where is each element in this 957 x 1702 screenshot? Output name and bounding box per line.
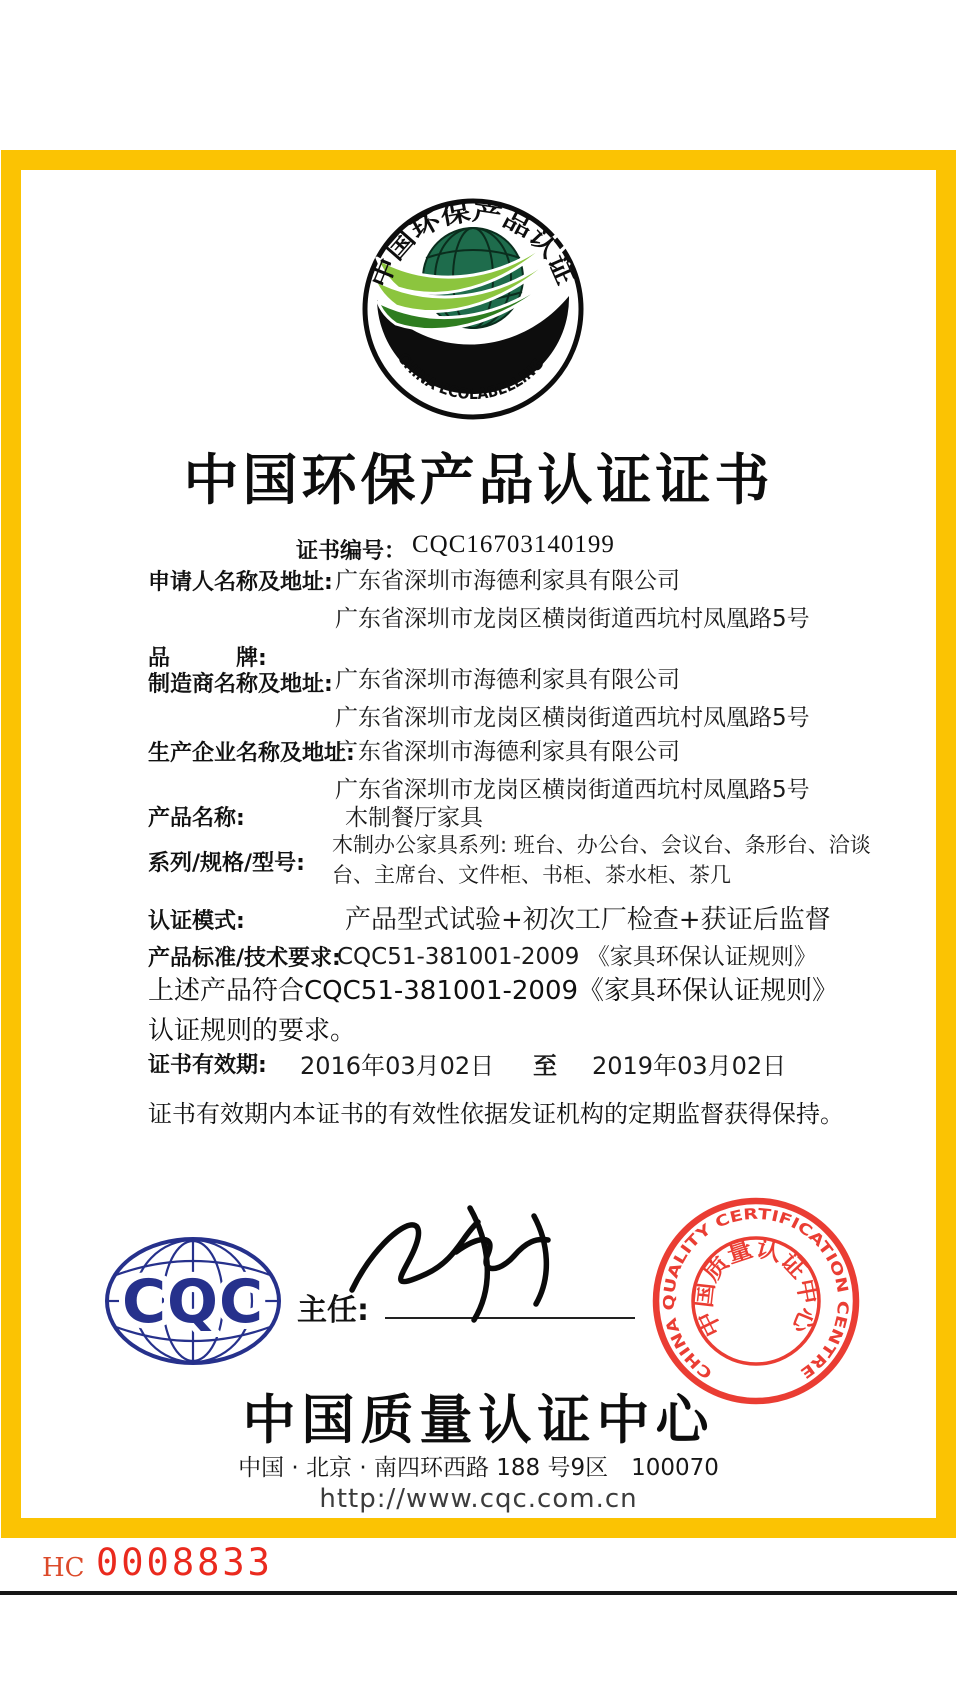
stamp-outer-arc-text: CHINA QUALITY CERTIFICATION CENTRE [659, 1204, 853, 1383]
producer-address: 广东省深圳市龙岗区横岗街道西坑村凤凰路5号 [335, 777, 810, 803]
applicant-address: 广东省深圳市龙岗区横岗街道西坑村凤凰路5号 [335, 606, 810, 632]
cert-number-value: CQC16703140199 [412, 531, 615, 558]
product-name-value: 木制餐厅家具 [345, 805, 483, 831]
applicant-label: 申请人名称及地址: [148, 570, 333, 595]
validity-from-date: 2016年03月02日 [300, 1052, 495, 1080]
stamp-inner-arc-text: 中国质量认证中心 [690, 1235, 821, 1341]
cqc-red-stamp-icon [650, 1195, 862, 1407]
eco-logo-arc-top-text: 中国环保产品认证 [367, 199, 576, 292]
standard-label: 产品标准/技术要求: [148, 946, 341, 971]
issuer-address: 中国 · 北京 · 南四环西路 188 号9区 100070 [238, 1455, 719, 1481]
bottom-scan-line [0, 1591, 957, 1595]
validity-to-date: 2019年03月02日 [592, 1052, 787, 1080]
manufacturer-address: 广东省深圳市龙岗区横岗街道西坑村凤凰路5号 [335, 705, 810, 731]
cert-number-label: 证书编号： [296, 539, 407, 564]
serial-number: 0008833 [96, 1541, 273, 1584]
series-line2: 台、主席台、文件柜、书柜、茶水柜、茶几 [332, 863, 731, 887]
maintenance-statement: 证书有效期内本证书的有效性依据发证机构的定期监督获得保持。 [148, 1100, 844, 1128]
cqc-logo-text: CQC [121, 1267, 265, 1337]
brand-label: 品 牌: [148, 646, 267, 671]
producer-name: 广东省深圳市海德利家具有限公司 [335, 739, 680, 765]
product-name-label: 产品名称: [148, 806, 245, 831]
manufacturer-label: 制造商名称及地址: [148, 672, 333, 697]
issuer-name: 中国质量认证中心 [242, 1390, 715, 1451]
series-label: 系列/规格/型号: [148, 851, 305, 876]
validity-conjunction: 至 [533, 1052, 557, 1080]
cert-mode-value: 产品型式试验+初次工厂检查+获证后监督 [345, 905, 831, 935]
validity-label: 证书有效期: [148, 1053, 267, 1078]
cert-mode-label: 认证模式: [148, 909, 245, 934]
certificate-title: 中国环保产品认证证书 [183, 448, 774, 512]
series-line1: 木制办公家具系列: 班台、办公台、会议台、条形台、洽谈 [332, 833, 871, 857]
serial-prefix: HC [42, 1553, 85, 1583]
standard-value: CQC51-381001-2009 《家具环保认证规则》 [337, 944, 817, 970]
applicant-name: 广东省深圳市海德利家具有限公司 [335, 568, 680, 594]
issuer-website: http://www.cqc.com.cn [319, 1484, 638, 1514]
eco-logo-arc-bottom-text: CHINA ECOLABELLING [393, 349, 548, 404]
cqc-logo-icon [100, 1233, 286, 1369]
svg-text:中国质量认证中心 [691, 1236, 821, 1341]
compliance-statement: 上述产品符合CQC51-381001-2009《家具环保认证规则》认证规则的要求。 [148, 976, 826, 1046]
director-label: 主任: [297, 1293, 369, 1328]
director-signature [338, 1192, 588, 1332]
producer-label: 生产企业名称及地址: [148, 741, 355, 766]
manufacturer-name: 广东省深圳市海德利家具有限公司 [335, 667, 680, 693]
china-ecolabelling-logo-icon [360, 196, 586, 422]
